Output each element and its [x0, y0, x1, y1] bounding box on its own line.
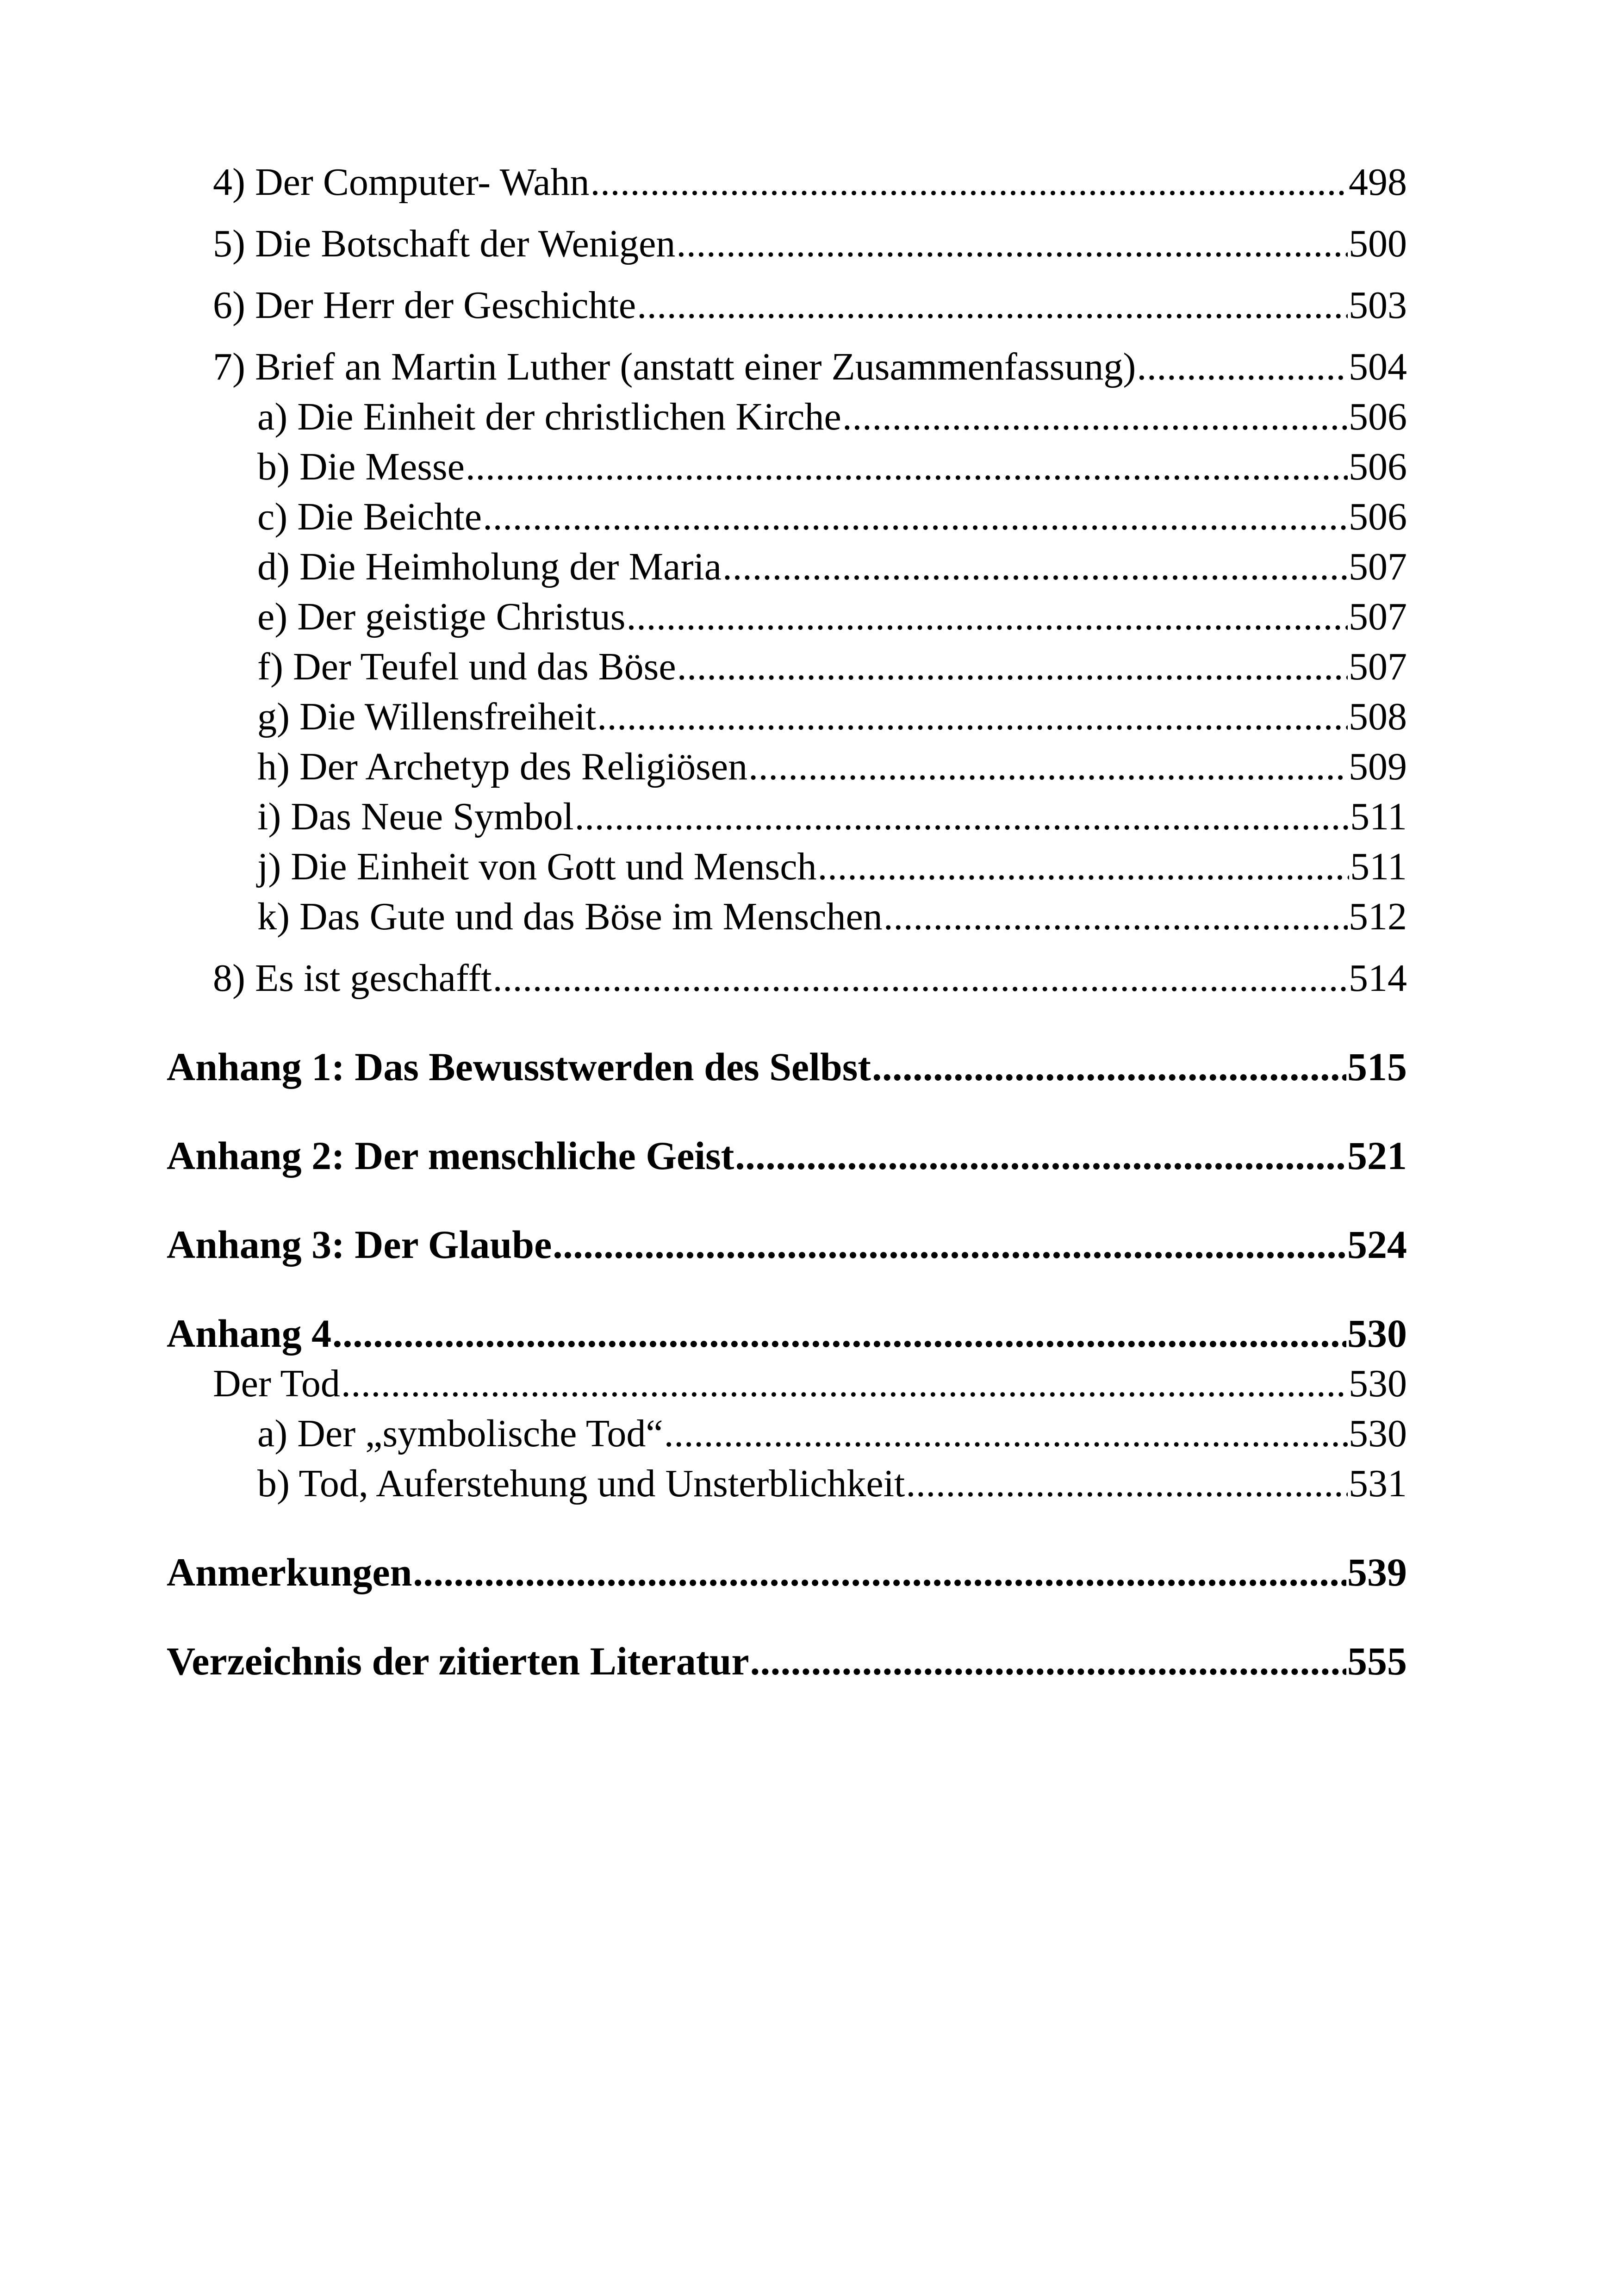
- dot-leader: [553, 1219, 1346, 1270]
- toc-entry-title: Der Tod: [213, 1362, 340, 1405]
- toc-entry-title: 6) Der Herr der Geschichte: [213, 284, 636, 327]
- dot-leader: [341, 1359, 1348, 1409]
- toc-entry-beichte: [167, 492, 1407, 542]
- toc-entry-gute-und-boese: [167, 892, 1407, 942]
- toc-entry-page: 507: [1349, 545, 1407, 588]
- dot-leader: [627, 592, 1348, 642]
- dot-leader: [466, 442, 1348, 492]
- toc-entry-anhang-4: [167, 1308, 1407, 1359]
- dot-leader: [884, 892, 1348, 942]
- dot-leader: [637, 280, 1348, 330]
- toc-entry-page: 511: [1350, 795, 1407, 838]
- dot-leader: [748, 742, 1348, 792]
- toc-entry-title: Anhang 1: Das Bewusstwerden des Selbst: [167, 1045, 871, 1089]
- dot-leader: [590, 157, 1348, 207]
- toc-entry-messe: [167, 442, 1407, 492]
- toc-entry-page: 531: [1349, 1462, 1407, 1505]
- toc-entry-teufel-und-boese: [167, 642, 1407, 692]
- toc-entry-einheit-gott-mensch: [167, 842, 1407, 892]
- toc-entry-title: 4) Der Computer- Wahn: [213, 161, 590, 204]
- toc-entry-title: b) Die Messe: [257, 445, 465, 488]
- dot-leader: [413, 1547, 1346, 1598]
- toc-entry-title: d) Die Heimholung der Maria: [257, 545, 722, 588]
- dot-leader: [842, 392, 1348, 442]
- dot-leader: [677, 642, 1348, 692]
- toc-entry-page: 503: [1349, 284, 1407, 327]
- toc-entry-page: 512: [1349, 895, 1407, 938]
- toc-entry-anhang-3: [167, 1219, 1407, 1270]
- toc-entry-der-tod: [167, 1359, 1407, 1409]
- toc-entry-page: 530: [1349, 1362, 1407, 1405]
- toc-entry-anmerkungen: [167, 1547, 1407, 1598]
- toc-entry-computer-wahn: [167, 157, 1407, 207]
- toc-entry-geistige-christus: [167, 592, 1407, 642]
- toc-entry-title: b) Tod, Auferstehung und Unsterblichkeit: [257, 1462, 905, 1505]
- toc-entry-page: 530: [1349, 1412, 1407, 1455]
- toc-entry-title: h) Der Archetyp des Religiösen: [257, 745, 748, 788]
- dot-leader: [722, 542, 1348, 592]
- dot-leader: [575, 792, 1350, 842]
- toc-entry-title: c) Die Beichte: [257, 495, 482, 538]
- toc-entry-symbolische-tod: [167, 1409, 1407, 1459]
- toc-entry-title: f) Der Teufel und das Böse: [257, 645, 676, 688]
- toc-entry-page: 530: [1347, 1311, 1407, 1356]
- toc-entry-page: 524: [1347, 1222, 1407, 1267]
- toc-entry-title: g) Die Willensfreiheit: [257, 695, 597, 738]
- toc-entry-page: 508: [1349, 695, 1407, 738]
- table-of-contents: [167, 157, 1407, 1686]
- dot-leader: [676, 219, 1348, 269]
- toc-entry-herr-der-geschichte: [167, 280, 1407, 330]
- dot-leader: [872, 1041, 1346, 1092]
- toc-entry-title: Anhang 3: Der Glaube: [167, 1222, 552, 1267]
- toc-entry-es-ist-geschafft: [167, 953, 1407, 1003]
- dot-leader: [906, 1459, 1348, 1509]
- toc-entry-page: 507: [1349, 595, 1407, 638]
- toc-entry-page: 555: [1347, 1639, 1407, 1683]
- dot-leader: [664, 1409, 1348, 1459]
- toc-entry-page: 500: [1349, 222, 1407, 265]
- toc-entry-tod-auferstehung: [167, 1459, 1407, 1509]
- toc-entry-page: 498: [1349, 161, 1407, 204]
- toc-entry-heimholung-der-maria: [167, 542, 1407, 592]
- toc-entry-page: 515: [1347, 1045, 1407, 1089]
- toc-entry-title: Verzeichnis der zitierten Literatur: [167, 1639, 749, 1683]
- toc-entry-page: 539: [1347, 1550, 1407, 1594]
- toc-entry-page: 506: [1349, 445, 1407, 488]
- dot-leader: [493, 953, 1348, 1003]
- toc-entry-title: j) Die Einheit von Gott und Mensch: [257, 845, 817, 888]
- toc-entry-willensfreiheit: [167, 692, 1407, 742]
- dot-leader: [483, 492, 1348, 542]
- toc-entry-botschaft-der-wenigen: [167, 219, 1407, 269]
- toc-entry-title: Anmerkungen: [167, 1550, 412, 1594]
- toc-entry-title: k) Das Gute und das Böse im Menschen: [257, 895, 883, 938]
- toc-entry-page: 507: [1349, 645, 1407, 688]
- toc-entry-brief-an-martin-luther: [167, 342, 1407, 392]
- toc-entry-title: a) Die Einheit der christlichen Kirche: [257, 395, 841, 438]
- toc-entry-title: 8) Es ist geschafft: [213, 957, 492, 1000]
- toc-entry-anhang-2: [167, 1130, 1407, 1181]
- toc-entry-page: 521: [1347, 1133, 1407, 1178]
- toc-entry-page: 509: [1349, 745, 1407, 788]
- toc-entry-title: e) Der geistige Christus: [257, 595, 626, 638]
- toc-entry-page: 514: [1349, 957, 1407, 1000]
- toc-entry-anhang-1: [167, 1041, 1407, 1092]
- toc-entry-title: Anhang 2: Der menschliche Geist: [167, 1133, 734, 1178]
- dot-leader: [735, 1130, 1346, 1181]
- toc-entry-title: Anhang 4: [167, 1311, 332, 1356]
- toc-entry-title: 5) Die Botschaft der Wenigen: [213, 222, 676, 265]
- toc-entry-neue-symbol: [167, 792, 1407, 842]
- toc-entry-page: 506: [1349, 395, 1407, 438]
- toc-entry-page: 511: [1350, 845, 1407, 888]
- dot-leader: [1137, 342, 1348, 392]
- toc-entry-page: 504: [1349, 345, 1407, 388]
- dot-leader: [750, 1636, 1346, 1686]
- toc-entry-einheit-der-kirche: [167, 392, 1407, 442]
- toc-entry-title: i) Das Neue Symbol: [257, 795, 574, 838]
- dot-leader: [332, 1308, 1346, 1359]
- toc-entry-archetyp-des-religioesen: [167, 742, 1407, 792]
- toc-entry-literaturverzeichnis: [167, 1636, 1407, 1686]
- toc-entry-title: 7) Brief an Martin Luther (anstatt einer Zusammenfassung): [213, 345, 1136, 388]
- toc-entry-page: 506: [1349, 495, 1407, 538]
- dot-leader: [817, 842, 1349, 892]
- dot-leader: [597, 692, 1348, 742]
- toc-entry-title: a) Der „symbolische Tod“: [257, 1412, 663, 1455]
